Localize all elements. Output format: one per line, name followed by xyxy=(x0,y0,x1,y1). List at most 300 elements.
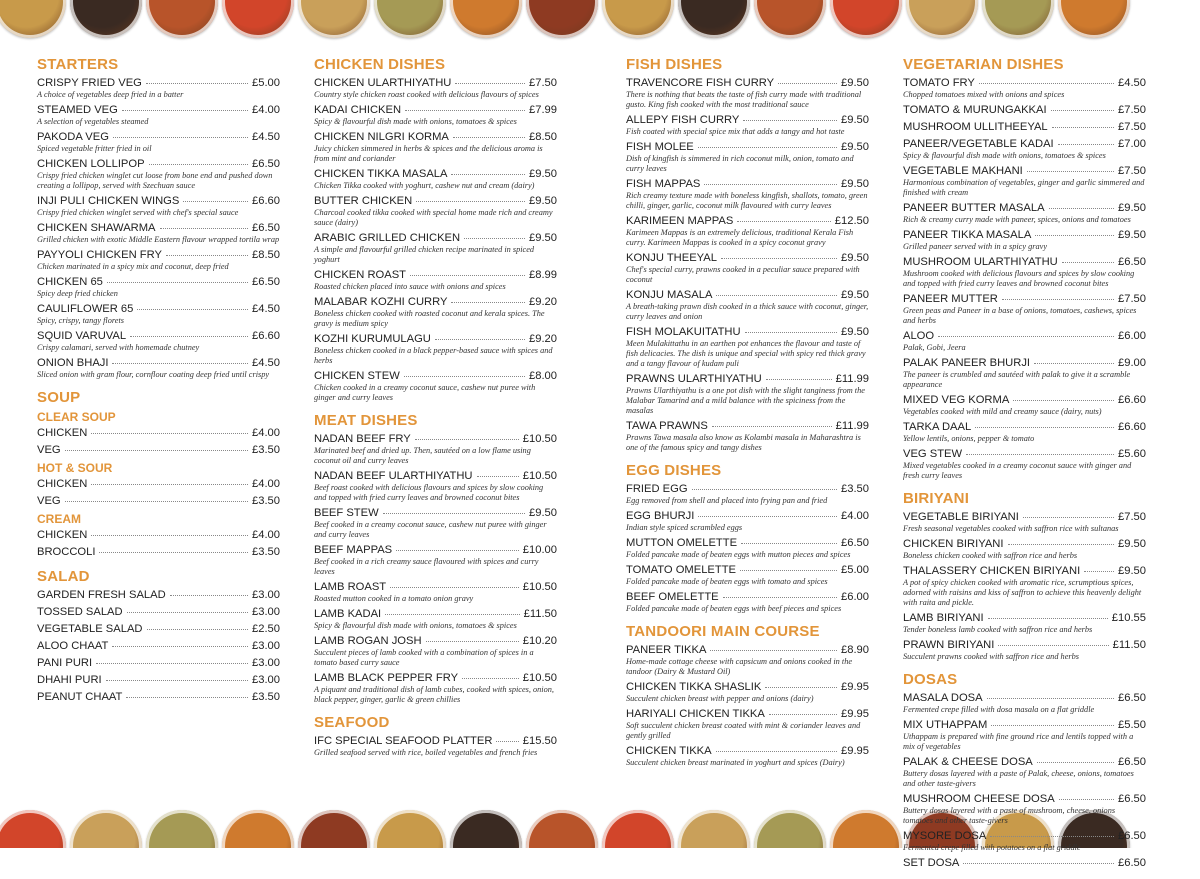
dish-description: Beef roast cooked with delicious flavours and spices by slow cooking and topped with fried curry leaves and browned coconut bites xyxy=(314,483,544,502)
dish-description: Fresh seasonal vegetables cooked with saffron rice with sultanas xyxy=(903,524,1119,533)
spice-bowl xyxy=(678,0,750,38)
dish-price: £7.50 xyxy=(1118,293,1146,305)
menu-item xyxy=(37,158,280,191)
menu-item xyxy=(37,657,280,670)
menu-item-row xyxy=(903,357,1146,370)
dot-leader xyxy=(1084,571,1114,572)
dish-name: EGG BHURJI xyxy=(626,510,695,522)
menu-item-row xyxy=(903,138,1146,151)
dish-price: £5.50 xyxy=(1118,719,1146,731)
menu-item xyxy=(314,168,557,191)
dish-name: PALAK PANEER BHURJI xyxy=(903,357,1031,369)
spice-bowl xyxy=(526,810,598,848)
menu-item-row xyxy=(903,165,1146,178)
dish-description: Chopped tomatoes mixed with onions and spices xyxy=(903,90,1065,99)
menu-item-row xyxy=(37,444,280,457)
dish-description: Indian style spiced scrambled eggs xyxy=(626,523,743,532)
dot-leader xyxy=(769,714,837,715)
dish-price: £4.00 xyxy=(252,104,280,116)
menu-item-row xyxy=(903,121,1146,134)
dish-name: TAWA PRAWNS xyxy=(626,420,708,432)
dish-name: STEAMED VEG xyxy=(37,104,118,116)
dish-price: £11.99 xyxy=(835,420,869,432)
dish-description: Spicy & flavourful dish made with onions, tomatoes & spices xyxy=(314,117,517,126)
dish-name: KONJU THEEYAL xyxy=(626,252,717,264)
dish-name: VEG STEW xyxy=(903,448,963,460)
dish-name: PAKODA VEG xyxy=(37,131,109,143)
dot-leader xyxy=(404,376,525,377)
menu-item xyxy=(903,229,1146,252)
dish-price: £9.50 xyxy=(841,77,869,89)
dot-leader xyxy=(130,336,248,337)
menu-item-row xyxy=(903,719,1146,732)
menu-item xyxy=(626,114,869,137)
menu-item-row xyxy=(626,252,869,265)
menu-item-row xyxy=(626,114,869,127)
dot-leader xyxy=(1058,144,1114,145)
dish-price: £7.00 xyxy=(1118,138,1146,150)
section-subtitle: HOT & SOUR xyxy=(37,461,113,475)
dot-leader xyxy=(149,164,248,165)
dish-name: TOSSED SALAD xyxy=(37,606,123,618)
dish-name: CHICKEN TIKKA MASALA xyxy=(314,168,448,180)
dish-price: £4.00 xyxy=(252,427,280,439)
dish-price: £9.50 xyxy=(1118,565,1146,577)
dot-leader xyxy=(979,83,1114,84)
dot-leader xyxy=(107,282,248,283)
spice-bowl xyxy=(374,0,446,38)
menu-item xyxy=(626,564,869,587)
menu-column-2 xyxy=(314,56,557,767)
dish-price: £6.00 xyxy=(1118,330,1146,342)
dish-name: CHICKEN TIKKA SHASLIK xyxy=(626,681,762,693)
menu-section xyxy=(37,389,280,559)
menu-item xyxy=(37,640,280,653)
dot-leader xyxy=(698,147,837,148)
dish-price: £3.00 xyxy=(252,640,280,652)
menu-item xyxy=(314,735,557,758)
dish-price: £3.50 xyxy=(841,483,869,495)
dish-price: £6.50 xyxy=(1118,756,1146,768)
dish-name: CRISPY FRIED VEG xyxy=(37,77,142,89)
dish-description: The paneer is crumbled and sautéed with palak to give it a scramble appearance xyxy=(903,370,1131,389)
dish-name: TOMATO FRY xyxy=(903,77,975,89)
dot-leader xyxy=(160,228,248,229)
dot-leader xyxy=(126,697,248,698)
dot-leader xyxy=(405,110,525,111)
menu-item xyxy=(903,793,1146,826)
dish-description: Beef cooked in a rich creamy sauce flavoured with spices and curry leaves xyxy=(314,557,539,576)
dish-price: £6.50 xyxy=(252,276,280,288)
dish-name: ALOO CHAAT xyxy=(37,640,109,652)
menu-item-row xyxy=(626,510,869,523)
dish-name: VEGETABLE BIRIYANI xyxy=(903,511,1019,523)
dot-leader xyxy=(183,201,248,202)
dish-description: Folded pancake made of beaten eggs with tomato and spices xyxy=(626,577,828,586)
dish-name: ARABIC GRILLED CHICKEN xyxy=(314,232,461,244)
dish-price: £9.50 xyxy=(841,141,869,153)
menu-item xyxy=(626,591,869,614)
dish-name: BUTTER CHICKEN xyxy=(314,195,413,207)
dish-description: Spiced vegetable fritter fried in oil xyxy=(37,144,152,153)
menu-item-row xyxy=(314,104,557,117)
dish-price: £6.50 xyxy=(1118,256,1146,268)
dish-description: Buttery dosas layered with a paste of Palak, cheese, onions, tomatoes and other taste-givers xyxy=(903,769,1134,788)
dot-leader xyxy=(765,687,837,688)
dish-description: Crispy fried chicken winglet served with chef's special sauce xyxy=(37,208,239,217)
menu-item xyxy=(37,357,280,380)
spice-bowl xyxy=(70,810,142,848)
menu-item-row xyxy=(37,691,280,704)
dish-price: £10.50 xyxy=(522,672,557,684)
dot-leader xyxy=(1008,544,1115,545)
menu-item xyxy=(37,222,280,245)
menu-item-row xyxy=(37,249,280,262)
dish-name: KONJU MASALA xyxy=(626,289,713,301)
dot-leader xyxy=(963,863,1114,864)
spice-bowl xyxy=(0,0,66,38)
dish-description: Vegetables cooked with mild and creamy sauce (dairy, nuts) xyxy=(903,407,1102,416)
menu-item xyxy=(314,672,557,705)
menu-item xyxy=(314,77,557,100)
dot-leader xyxy=(426,641,519,642)
menu-item-row xyxy=(37,222,280,235)
menu-item xyxy=(314,544,557,577)
dot-leader xyxy=(146,83,248,84)
spice-bowl xyxy=(146,0,218,38)
menu-item-row xyxy=(37,357,280,370)
menu-item xyxy=(37,495,280,508)
dot-leader xyxy=(998,645,1108,646)
dot-leader xyxy=(147,629,249,630)
dish-name: CHICKEN TIKKA xyxy=(626,745,712,757)
dish-name: FISH MAPPAS xyxy=(626,178,701,190)
menu-item-row xyxy=(37,657,280,670)
menu-item xyxy=(903,511,1146,534)
dish-description: Crispy fried chicken winglet cut loose from bone end and pushed down creating a lollipop, served with Szechuan sauce xyxy=(37,171,273,190)
dish-price: £8.90 xyxy=(841,644,869,656)
dot-leader xyxy=(99,552,248,553)
spice-bowl xyxy=(450,810,522,848)
menu-item xyxy=(314,370,557,403)
menu-column-3 xyxy=(626,56,869,777)
section-title: STARTERS xyxy=(37,56,119,73)
dot-leader xyxy=(127,612,248,613)
menu-item xyxy=(314,608,557,631)
dish-name: ALLEPY FISH CURRY xyxy=(626,114,740,126)
dish-name: KARIMEEN MAPPAS xyxy=(626,215,734,227)
menu-item xyxy=(626,141,869,174)
menu-item xyxy=(314,470,557,503)
menu-item xyxy=(626,644,869,677)
dish-name: PANI PURI xyxy=(37,657,93,669)
dot-leader xyxy=(966,454,1114,455)
dish-price: £4.00 xyxy=(841,510,869,522)
dish-price: £5.00 xyxy=(841,564,869,576)
dish-description: Dish of kingfish is simmered in rich coconut milk, onion, tomato and curry leaves xyxy=(626,154,854,173)
dish-price: £9.50 xyxy=(1118,538,1146,550)
dish-name: VEGETABLE MAKHANI xyxy=(903,165,1023,177)
menu-item-row xyxy=(37,640,280,653)
dot-leader xyxy=(1051,110,1114,111)
dish-price: £3.50 xyxy=(252,546,280,558)
dish-description: Harmonious combination of vegetables, ginger and garlic simmered and finished with cream xyxy=(903,178,1145,197)
dot-leader xyxy=(1013,400,1114,401)
menu-column-1 xyxy=(37,56,280,713)
dish-name: MUSHROOM ULLITHEEYAL xyxy=(903,121,1048,133)
spice-bowl xyxy=(602,810,674,848)
spice-bowl xyxy=(754,810,826,848)
menu-item xyxy=(903,104,1146,117)
dish-description: Rich & creamy curry made with paneer, spices, onions and tomatoes xyxy=(903,215,1131,224)
dot-leader xyxy=(740,570,837,571)
menu-item-row xyxy=(626,591,869,604)
dish-name: CHICKEN BIRIYANI xyxy=(903,538,1004,550)
dot-leader xyxy=(1035,235,1114,236)
spice-bowl xyxy=(0,810,66,848)
menu-item xyxy=(903,121,1146,134)
dot-leader xyxy=(704,184,837,185)
dot-leader xyxy=(496,741,518,742)
spice-bowl xyxy=(222,810,294,848)
menu-item-row xyxy=(626,77,869,90)
dish-description: Prawns Ularthiyathu is a one pot dish with the slight tanginess from the Malabar Tamarind and a mild balance with the spiciness from the masalas xyxy=(626,386,865,415)
dish-description: Boneless chicken cooked with saffron rice and herbs xyxy=(903,551,1078,560)
dot-leader xyxy=(1062,262,1114,263)
dish-name: HARIYALI CHICKEN TIKKA xyxy=(626,708,765,720)
dot-leader xyxy=(938,336,1114,337)
dish-price: £9.95 xyxy=(841,708,869,720)
menu-section xyxy=(314,714,557,758)
dish-price: £6.60 xyxy=(252,330,280,342)
dot-leader xyxy=(743,120,837,121)
dish-price: £10.55 xyxy=(1111,612,1146,624)
section-title: FISH DISHES xyxy=(626,56,723,73)
menu-item xyxy=(903,330,1146,353)
menu-item-row xyxy=(903,394,1146,407)
dish-name: TARKA DAAL xyxy=(903,421,972,433)
menu-item-row xyxy=(903,830,1146,843)
dish-price: £7.99 xyxy=(529,104,557,116)
menu-item-row xyxy=(314,470,557,483)
dish-name: PANEER/VEGETABLE KADAI xyxy=(903,138,1054,150)
dish-name: MALABAR KOZHI CURRY xyxy=(314,296,448,308)
dish-description: Folded pancake made of beaten eggs with mutton pieces and spices xyxy=(626,550,851,559)
dot-leader xyxy=(737,221,830,222)
menu-item xyxy=(903,692,1146,715)
menu-item xyxy=(626,708,869,741)
dish-description: There is nothing that beats the taste of fish curry made with traditional gusto. King fish cooked with the most traditional sauce xyxy=(626,90,862,109)
dish-description: Grilled paneer served with in a spicy gravy xyxy=(903,242,1048,251)
dish-description: Tender boneless lamb cooked with saffron rice and herbs xyxy=(903,625,1093,634)
dish-price: £7.50 xyxy=(1118,121,1146,133)
dot-leader xyxy=(65,501,248,502)
dish-price: £9.50 xyxy=(529,168,557,180)
dish-price: £6.50 xyxy=(1118,830,1146,842)
dish-description: Roasted chicken placed into sauce with onions and spices xyxy=(314,282,506,291)
menu-item xyxy=(903,256,1146,289)
menu-item-row xyxy=(314,77,557,90)
dish-description: Boneless chicken cooked in a black pepper-based sauce with spices and herbs xyxy=(314,346,553,365)
menu-item-row xyxy=(314,195,557,208)
dot-leader xyxy=(435,339,525,340)
dish-price: £3.50 xyxy=(252,495,280,507)
menu-item xyxy=(903,857,1146,870)
dish-description: Chicken Tikka cooked with yoghurt, cashew nut and cream (dairy) xyxy=(314,181,535,190)
dish-price: £7.50 xyxy=(529,77,557,89)
menu-item xyxy=(37,478,280,491)
section-title: CHICKEN DISHES xyxy=(314,56,446,73)
dish-name: DHAHI PURI xyxy=(37,674,102,686)
dot-leader xyxy=(1027,171,1114,172)
menu-item xyxy=(626,326,869,369)
dish-price: £3.00 xyxy=(252,589,280,601)
dish-description: Succulent chicken breast marinated in yoghurt and spices (Dairy) xyxy=(626,758,845,767)
dot-leader xyxy=(112,646,248,647)
dish-description: Fermented crepe filled with dosa masala on a flat griddle xyxy=(903,705,1095,714)
menu-item-row xyxy=(626,681,869,694)
dot-leader xyxy=(383,513,525,514)
dish-name: VEG xyxy=(37,495,61,507)
section-title: VEGETARIAN DISHES xyxy=(903,56,1064,73)
dish-price: £11.99 xyxy=(835,373,869,385)
dish-description: Palak, Gobi, Jeera xyxy=(903,343,966,352)
dish-price: £6.00 xyxy=(841,591,869,603)
menu-item-row xyxy=(903,330,1146,343)
dish-price: £4.50 xyxy=(252,303,280,315)
dot-leader xyxy=(65,450,248,451)
dish-description: A breath-taking prawn dish cooked in a thick sauce with coconut, ginger, curry leaves and onion xyxy=(626,302,869,321)
dot-leader xyxy=(455,83,525,84)
menu-item-row xyxy=(314,672,557,685)
dish-description: Egg removed from shell and placed into frying pan and fried xyxy=(626,496,828,505)
menu-item-row xyxy=(314,370,557,383)
dish-description: Grilled chicken with exotic Middle Eastern flavour wrapped tortila wrap xyxy=(37,235,280,244)
dot-leader xyxy=(122,110,248,111)
dot-leader xyxy=(462,678,519,679)
menu-item xyxy=(37,427,280,440)
menu-item xyxy=(314,433,557,466)
menu-item-row xyxy=(37,495,280,508)
dish-name: CHICKEN xyxy=(37,529,88,541)
menu-item-row xyxy=(314,735,557,748)
dish-price: £7.50 xyxy=(1118,104,1146,116)
dish-price: £6.50 xyxy=(1118,793,1146,805)
dish-name: MIXED VEG KORMA xyxy=(903,394,1010,406)
spice-bowl xyxy=(602,0,674,38)
menu-item-row xyxy=(903,77,1146,90)
menu-item-row xyxy=(314,433,557,446)
dot-leader xyxy=(396,550,519,551)
menu-item-row xyxy=(37,195,280,208)
menu-item-row xyxy=(37,77,280,90)
dish-name: MUSHROOM CHEESE DOSA xyxy=(903,793,1055,805)
menu-item xyxy=(37,589,280,602)
dish-name: PRAWN BIRIYANI xyxy=(903,639,995,651)
dish-description: Spicy deep fried chicken xyxy=(37,289,118,298)
dish-name: MUTTON OMELETTE xyxy=(626,537,738,549)
dish-description: Meen Mulakittathu in an earthen pot enhances the flavour and taste of fish delicacies. The dish is unique and special with spicy red thick gravy and a tangy flavour of kudam puli xyxy=(626,339,866,368)
menu-item-row xyxy=(314,168,557,181)
menu-item-row xyxy=(626,420,869,433)
dish-description: Chef's special curry, prawns cooked in a peculiar sauce prepared with coconut xyxy=(626,265,860,284)
dish-description: Green peas and Paneer in a base of onions, tomatoes, cashews, spices and herbs xyxy=(903,306,1137,325)
dish-name: ONION BHAJI xyxy=(37,357,109,369)
dish-price: £9.50 xyxy=(841,178,869,190)
dish-name: MASALA DOSA xyxy=(903,692,983,704)
dot-leader xyxy=(766,379,832,380)
menu-item xyxy=(37,691,280,704)
dot-leader xyxy=(721,258,837,259)
dot-leader xyxy=(1059,799,1114,800)
dish-name: TRAVENCORE FISH CURRY xyxy=(626,77,775,89)
dot-leader xyxy=(990,836,1114,837)
menu-section xyxy=(37,56,280,380)
dish-name: FISH MOLEE xyxy=(626,141,694,153)
dish-name: MIX UTHAPPAM xyxy=(903,719,988,731)
menu-item xyxy=(903,448,1146,481)
dish-price: £9.50 xyxy=(529,195,557,207)
menu-item xyxy=(314,507,557,540)
menu-item xyxy=(37,195,280,218)
dish-name: BEEF MAPPAS xyxy=(314,544,393,556)
menu-item-row xyxy=(903,202,1146,215)
dish-description: Succulent pieces of lamb cooked with a combination of spices in a tomato based curry sauce xyxy=(314,648,534,667)
menu-item-row xyxy=(903,565,1146,578)
menu-section xyxy=(314,412,557,705)
dot-leader xyxy=(1049,208,1114,209)
menu-item-row xyxy=(903,612,1146,625)
menu-item xyxy=(626,373,869,416)
dish-description: Grilled seafood served with rice, boiled vegetables and french fries xyxy=(314,748,538,757)
dish-name: FISH MOLAKUITATHU xyxy=(626,326,741,338)
dot-leader xyxy=(1034,363,1114,364)
menu-item-row xyxy=(37,330,280,343)
menu-item xyxy=(314,333,557,366)
dish-name: THALASSERY CHICKEN BIRIYANI xyxy=(903,565,1081,577)
menu-item xyxy=(37,674,280,687)
spice-bowl xyxy=(374,810,446,848)
dish-name: MYSORE DOSA xyxy=(903,830,987,842)
dish-name: BROCCOLI xyxy=(37,546,96,558)
dot-leader xyxy=(113,137,248,138)
dish-name: CHICKEN xyxy=(37,478,88,490)
dish-description: Mixed vegetables cooked in a creamy coconut sauce with ginger and fresh curry leaves xyxy=(903,461,1132,480)
menu-item xyxy=(626,77,869,110)
dish-description: Prawns Tawa masala also know as Kolambi masala in Maharashtra is one of the famous spicy and tangy dishes xyxy=(626,433,861,452)
dish-name: VEGETABLE SALAD xyxy=(37,623,143,635)
dish-price: £3.50 xyxy=(252,444,280,456)
dish-price: £9.50 xyxy=(841,289,869,301)
dot-leader xyxy=(106,680,248,681)
menu-section xyxy=(314,56,557,403)
dot-leader xyxy=(477,476,519,477)
section-title: MEAT DISHES xyxy=(314,412,418,429)
dish-price: £6.60 xyxy=(252,195,280,207)
menu-item-row xyxy=(37,674,280,687)
dish-description: Rich creamy texture made with boneless kingfish, shallots, tomato, green chilli, ginger, garlic, coconut milk flavoured with curry leaves xyxy=(626,191,868,210)
dish-name: PAYYOLI CHICKEN FRY xyxy=(37,249,162,261)
menu-item-row xyxy=(37,427,280,440)
dish-price: £11.50 xyxy=(523,608,557,620)
dish-price: £6.50 xyxy=(1118,857,1146,869)
dish-description: Uthappam is prepared with fine ground rice and lentils topped with a mix of vegetables xyxy=(903,732,1134,751)
menu-item xyxy=(903,830,1146,853)
dish-price: £15.50 xyxy=(522,735,557,747)
menu-item xyxy=(314,635,557,668)
dish-price: £7.50 xyxy=(1118,511,1146,523)
menu-item-row xyxy=(626,708,869,721)
